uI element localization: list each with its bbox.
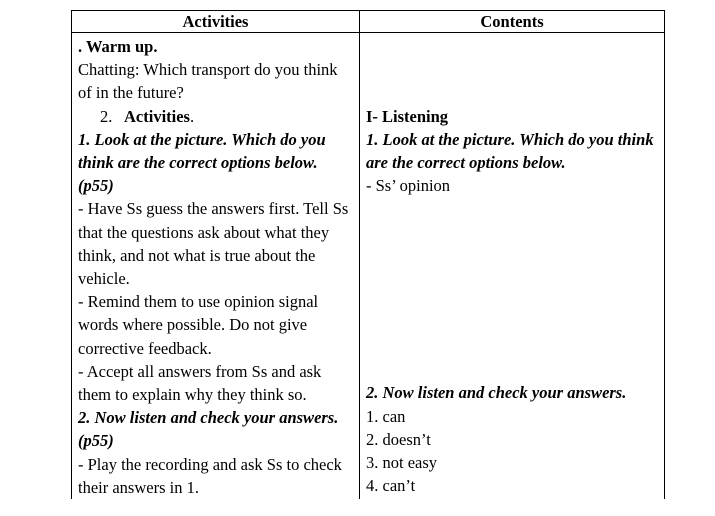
activities-heading — [78, 105, 353, 128]
warmup-text: Chatting: Which transport do you think of in the future? — [78, 60, 342, 103]
activities-number: 2. — [100, 106, 113, 126]
lesson-plan-table — [71, 10, 665, 499]
task1-note: - Remind them to use opinion signal words where possible. Do not give corrective feedback. — [78, 292, 323, 358]
warmup-title: . Warm up. — [78, 37, 158, 56]
contents-cell — [360, 33, 665, 500]
task2-note: - Play the recording and ask Ss to check their answers in 1. — [78, 454, 347, 497]
contents-task2-title: 2. Now listen and check your answers. — [366, 383, 627, 403]
contents-spacer — [366, 197, 658, 381]
answer-item: 3. not easy — [366, 453, 438, 473]
activities-title: Activities — [124, 106, 190, 126]
task1-title: 1. Look at the picture. Which do you think are the correct options below.(p55) — [78, 129, 330, 196]
contents-section-title: I- Listening — [366, 106, 449, 126]
contents-spacer — [366, 35, 658, 105]
activities-period: . — [189, 106, 195, 126]
contents-header: Contents — [360, 11, 665, 33]
table-header-row — [72, 11, 665, 33]
table-row — [72, 33, 665, 500]
task1-note: - Accept all answers from Ss and ask them to explain why they think so. — [78, 361, 326, 405]
contents-task1-answer: - Ss’ opinion — [366, 176, 451, 196]
activities-cell — [72, 33, 360, 500]
answer-item: 4. can’t — [366, 476, 416, 496]
answer-item: 2. doesn’t — [366, 429, 431, 449]
answer-item: 1. can — [366, 406, 406, 426]
contents-task1-title: 1. Look at the picture. Which do you think are the correct options below. — [366, 129, 658, 172]
task1-note: - Have Ss guess the answers first. Tell Ss that the questions ask about what they think, and not what is true about the vehicle. — [78, 199, 353, 289]
task2-title: 2. Now listen and check your answers. (p55) — [78, 408, 343, 451]
activities-header: Activities — [72, 11, 360, 33]
